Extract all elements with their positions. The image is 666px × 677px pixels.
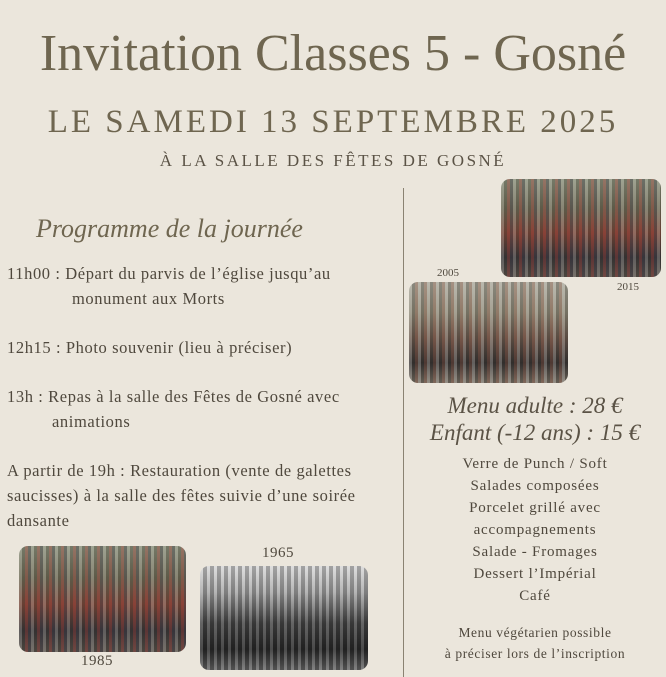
menu-item: Porcelet grillé avec [469,500,601,516]
menu-item: Verre de Punch / Soft [462,456,608,472]
vegetarian-note-line2: à préciser lors de l’inscription [444,646,626,661]
event-venue: À LA SALLE DES FÊTES DE GOSNÉ [159,151,507,170]
photo-caption-2015: 2015 [617,281,639,293]
photo-caption-1985: 1985 [81,653,113,669]
programme-item-4 [7,458,356,533]
class-photo-1985 [19,546,186,652]
programme-item-1-line1: 11h00 : Départ du parvis de l’église jusqu’au [7,264,331,283]
photo-caption-1965: 1965 [262,545,294,561]
class-photo-2005 [409,282,568,383]
programme-item-2 [7,335,292,360]
vegetarian-note-line1: Menu végétarien possible [458,625,612,640]
programme-item-4-line2: saucisses) à la salle des fêtes suivie d’une soirée [7,486,356,505]
programme-item-2-line1: 12h15 : Photo souvenir (lieu à préciser) [7,338,293,357]
menu-child-price: Enfant (-12 ans) : 15 € [429,420,641,445]
programme-item-4-line1: A partir de 19h : Restauration (vente de galettes [7,461,352,480]
programme-item-1 [7,261,331,311]
menu-item: Salade - Fromages [472,544,598,560]
programme-item-3-line2: animations [52,412,131,431]
programme-title: Programme de la journée [36,214,303,243]
programme-item-1-line2: monument aux Morts [72,289,225,308]
menu-item: Dessert l’Impérial [473,566,597,582]
menu-item: accompagnements [473,522,597,538]
programme-item-3 [7,384,340,434]
programme-item-3-line1: 13h : Repas à la salle des Fêtes de Gosné avec [7,387,340,406]
class-photo-1965 [200,566,368,670]
menu-item: Salades composées [470,478,600,494]
page-title: Invitation Classes 5 - Gosné [39,25,627,82]
event-date: LE SAMEDI 13 SEPTEMBRE 2025 [47,104,619,140]
class-photo-2015 [501,179,661,277]
photo-caption-2005: 2005 [437,267,459,279]
programme-item-4-line3: dansante [7,511,70,530]
menu-adult-price: Menu adulte : 28 € [447,393,623,418]
menu-item: Café [519,588,551,604]
